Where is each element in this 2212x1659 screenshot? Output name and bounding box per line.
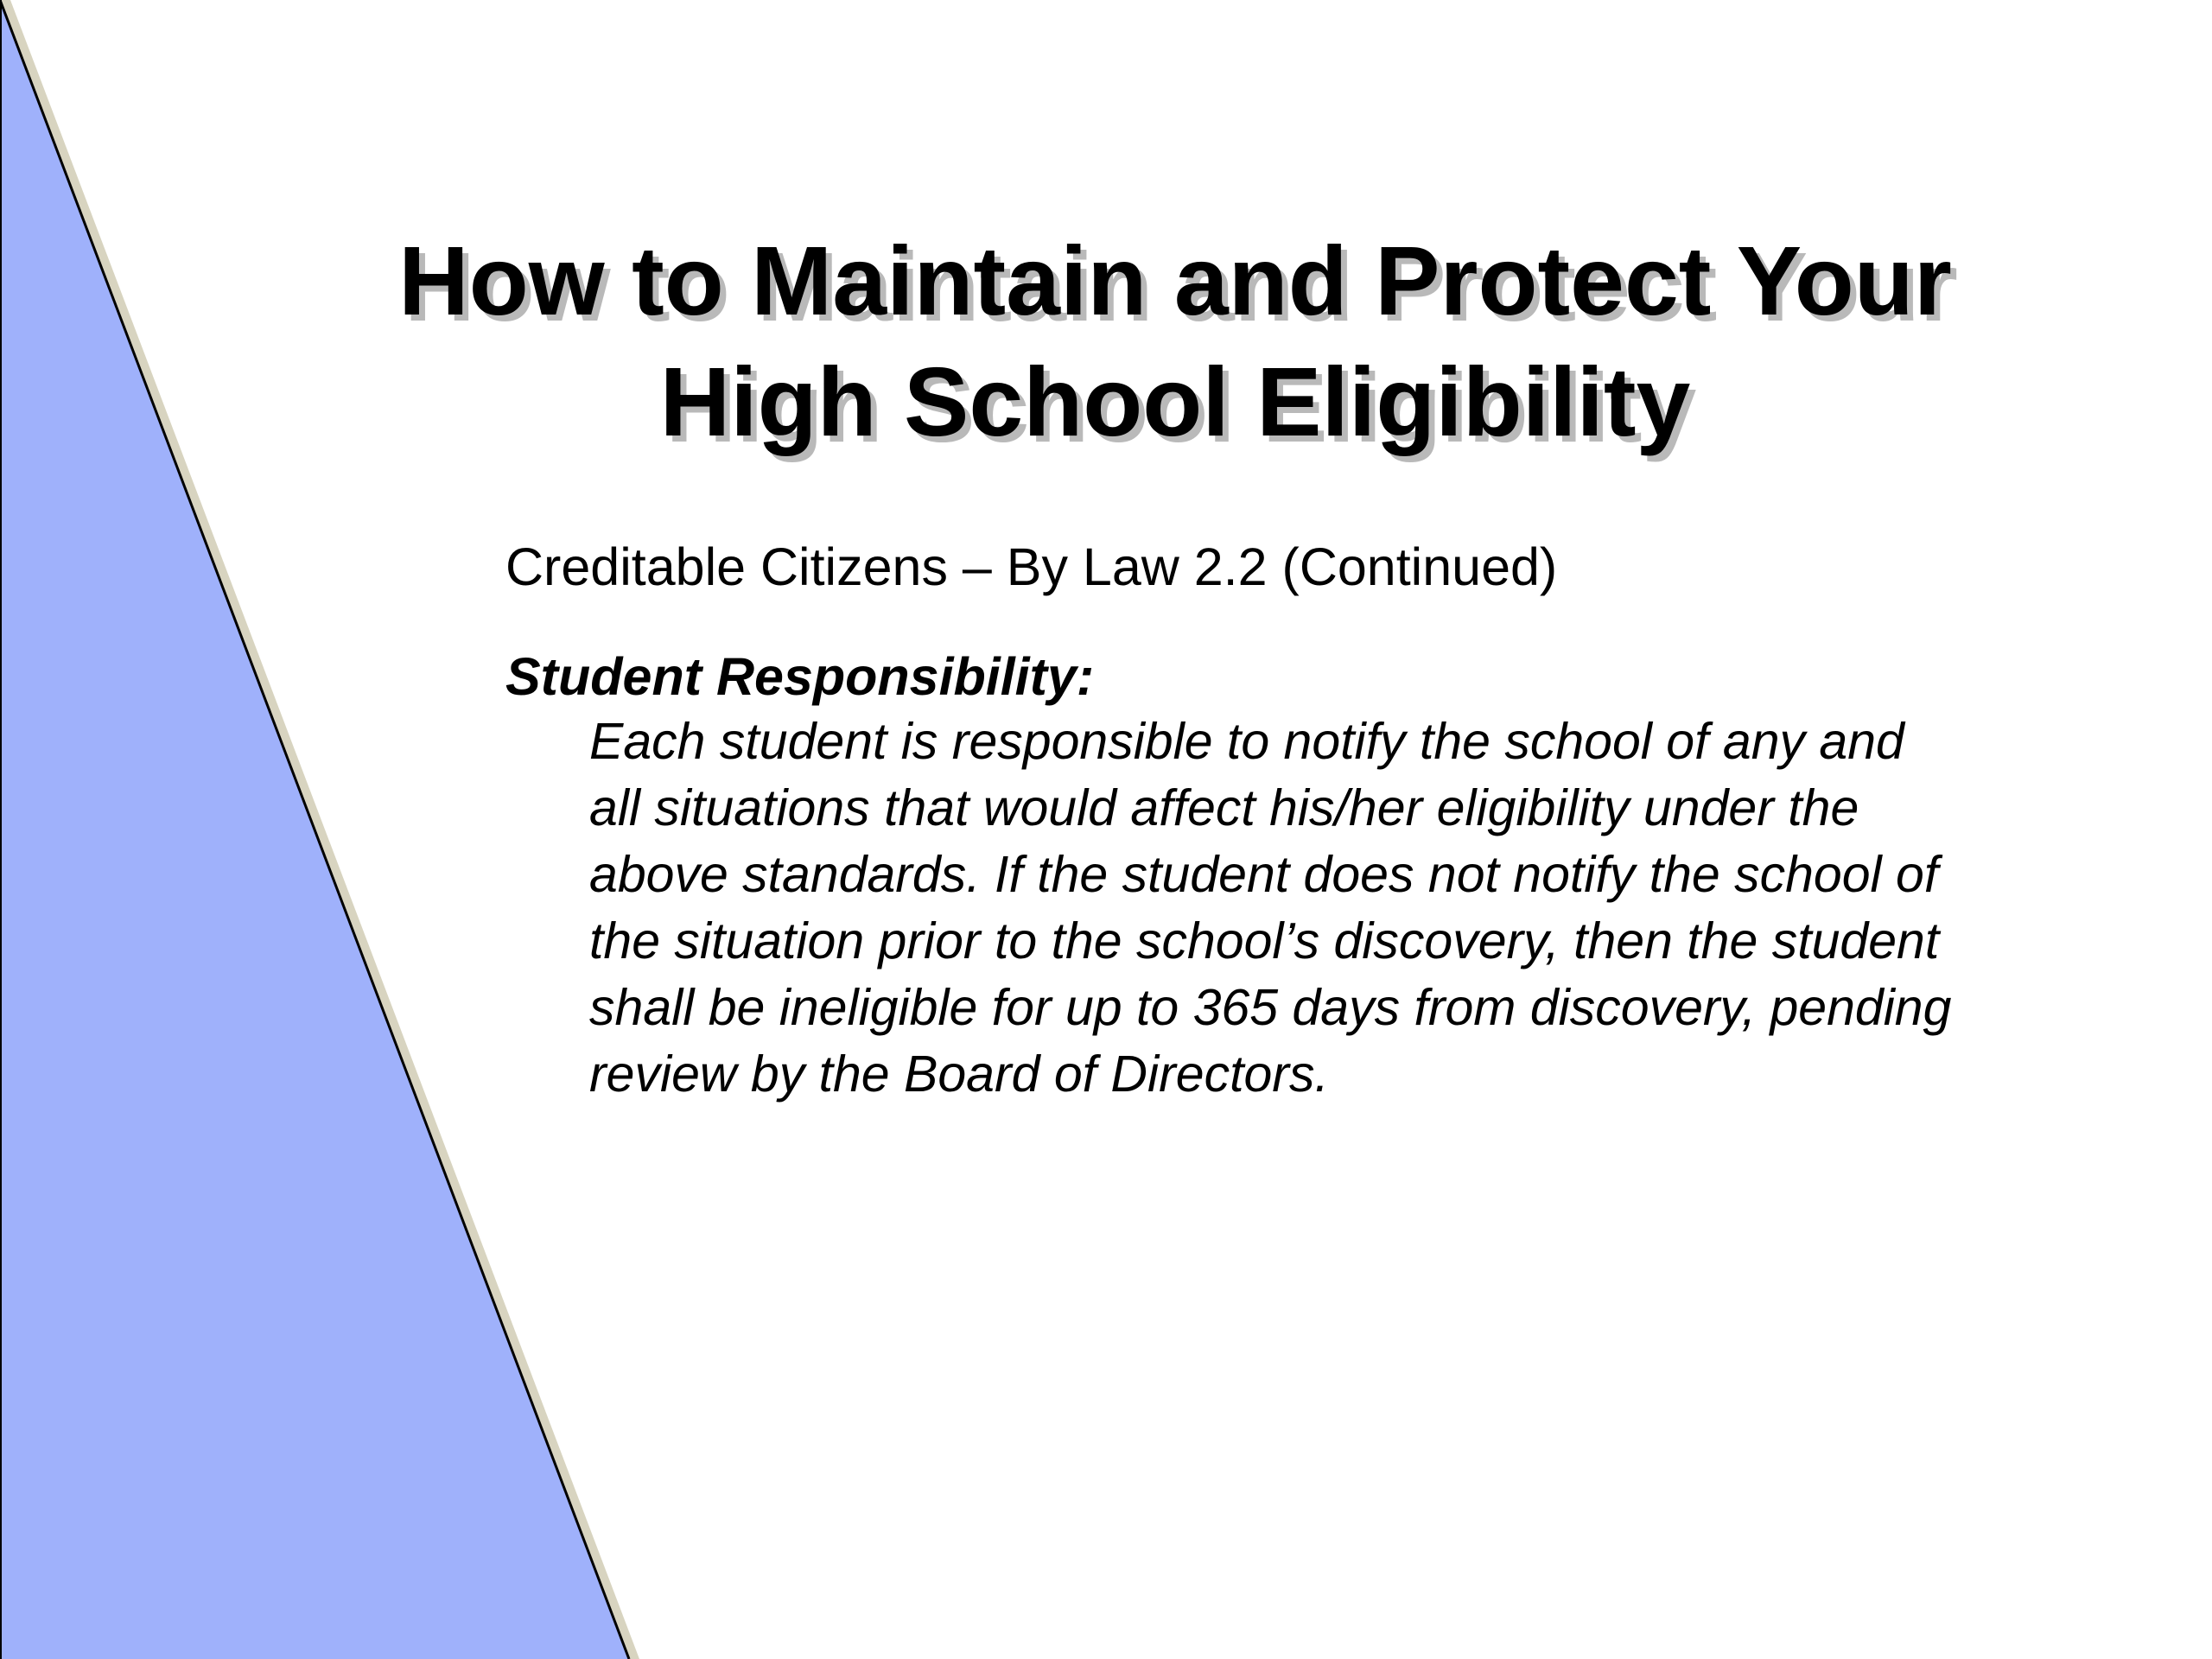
responsibility-line: shall be ineligible for up to 365 days from discovery, pending — [589, 979, 1952, 1036]
responsibility-line: all situations that would affect his/her eligibility under the — [589, 779, 1859, 836]
responsibility-body — [589, 709, 2093, 1108]
responsibility-line: review by the Board of Directors. — [589, 1046, 1329, 1103]
responsibility-line: above standards. If the student does not notify the school of — [589, 846, 1939, 903]
responsibility-line: the situation prior to the school’s discovery, then the student — [589, 912, 1940, 969]
slide-subtitle: Creditable Citizens – By Law 2.2 (Continued) — [505, 537, 1558, 596]
slide-title-line-2: High School Eligibility — [659, 347, 1691, 456]
responsibility-heading: Student Responsibility: — [505, 647, 1095, 706]
responsibility-line: Each student is responsible to notify the school of any and — [589, 713, 1904, 770]
slide-title-line-1: How to Maintain and Protect Your — [398, 226, 1952, 335]
slide-title — [259, 220, 2091, 462]
